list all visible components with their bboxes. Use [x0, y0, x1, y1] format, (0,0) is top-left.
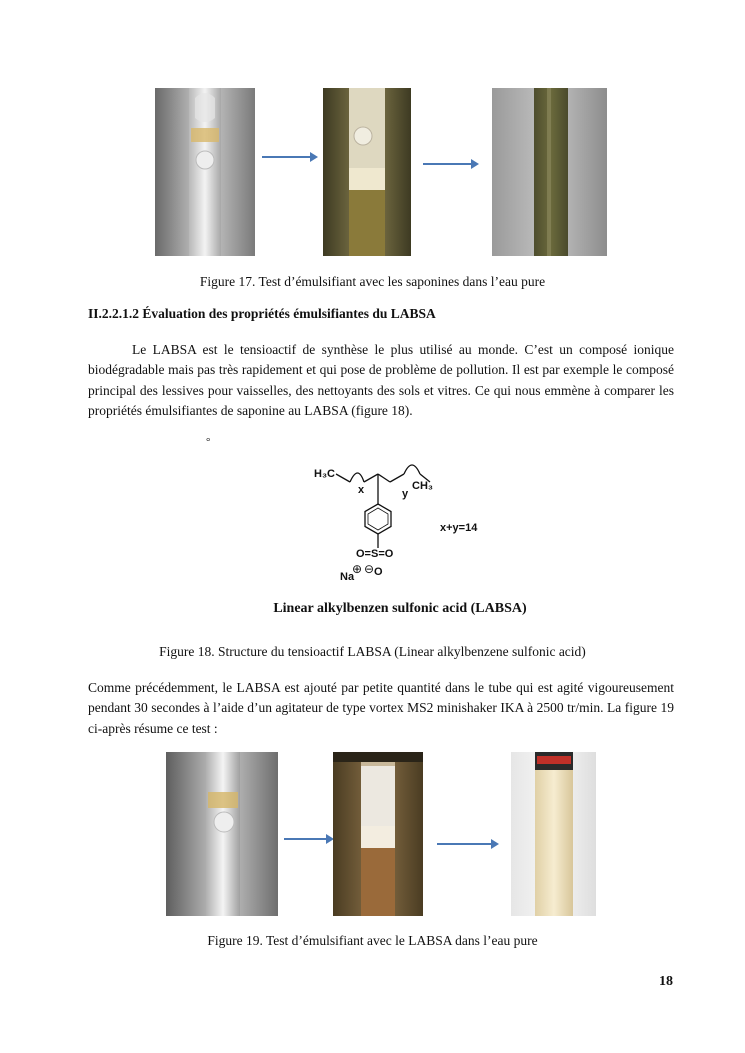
paragraph-labsa-intro: Le LABSA est le tensioactif de synthèse le plus utilisé au monde. C’est un composé ionique biodégradable mais pas très rapidement et qui pose de problème de pollution. Il est par exemple le composé principal des lessives pour vaisselles, des nettoyants des sols et vitres. Ce qui nous emmène à comparer les propriétés émulsifiantes de saponine au LABSA (figure 18). — [88, 342, 674, 418]
x-subscript: x — [358, 484, 365, 496]
stray-mark: ° — [206, 436, 211, 448]
page-number: 18 — [659, 974, 673, 989]
section-heading: II.2.2.1.2 Évaluation des propriétés émulsifiantes du LABSA — [88, 306, 436, 321]
minus-charge: ⊖ — [364, 562, 375, 576]
figure19-arrow-1 — [284, 832, 334, 846]
figure17-caption: Figure 17. Test d’émulsifiant avec les saponines dans l’eau pure — [199, 274, 546, 289]
sulfonyl-label: O=S=O — [356, 548, 394, 560]
figure17-photo-2 — [323, 88, 411, 256]
figure18-caption: Figure 18. Structure du tensioactif LABSA (Linear alkylbenzene sulfonic acid) — [159, 644, 586, 659]
labsa-structure — [300, 460, 500, 590]
figure19-photo-2 — [333, 752, 423, 916]
figure19-photo-1 — [166, 752, 278, 916]
h3c-label: H₃C — [314, 468, 335, 480]
figure17-photo-1 — [155, 88, 255, 256]
figure19-caption: Figure 19. Test d’émulsifiant avec le LABSA dans l’eau pure — [207, 933, 538, 948]
figure19-photo-3 — [511, 752, 596, 916]
figure17-arrow-1 — [262, 150, 318, 164]
figure17-arrow-2 — [423, 157, 479, 171]
plus-charge: ⊕ — [352, 562, 363, 576]
sodium-label: Na — [340, 571, 355, 583]
figure17-photo-3 — [492, 88, 607, 256]
figure19-arrow-2 — [437, 837, 499, 851]
y-subscript: y — [402, 488, 409, 500]
ch3-label: CH₃ — [412, 480, 433, 492]
structure-name: Linear alkylbenzen sulfonic acid (LABSA) — [273, 601, 527, 616]
oxygen-anion-label: O — [374, 566, 383, 578]
formula-note: x+y=14 — [440, 522, 478, 534]
paragraph-procedure: Comme précédemment, le LABSA est ajouté par petite quantité dans le tube qui est agité vigoureusement pendant 30 secondes à l’aide d’un agitateur de type vortex MS2 minishaker IKA à 2500 tr/min. La figure 19 ci-après résume ce test : — [88, 680, 674, 736]
